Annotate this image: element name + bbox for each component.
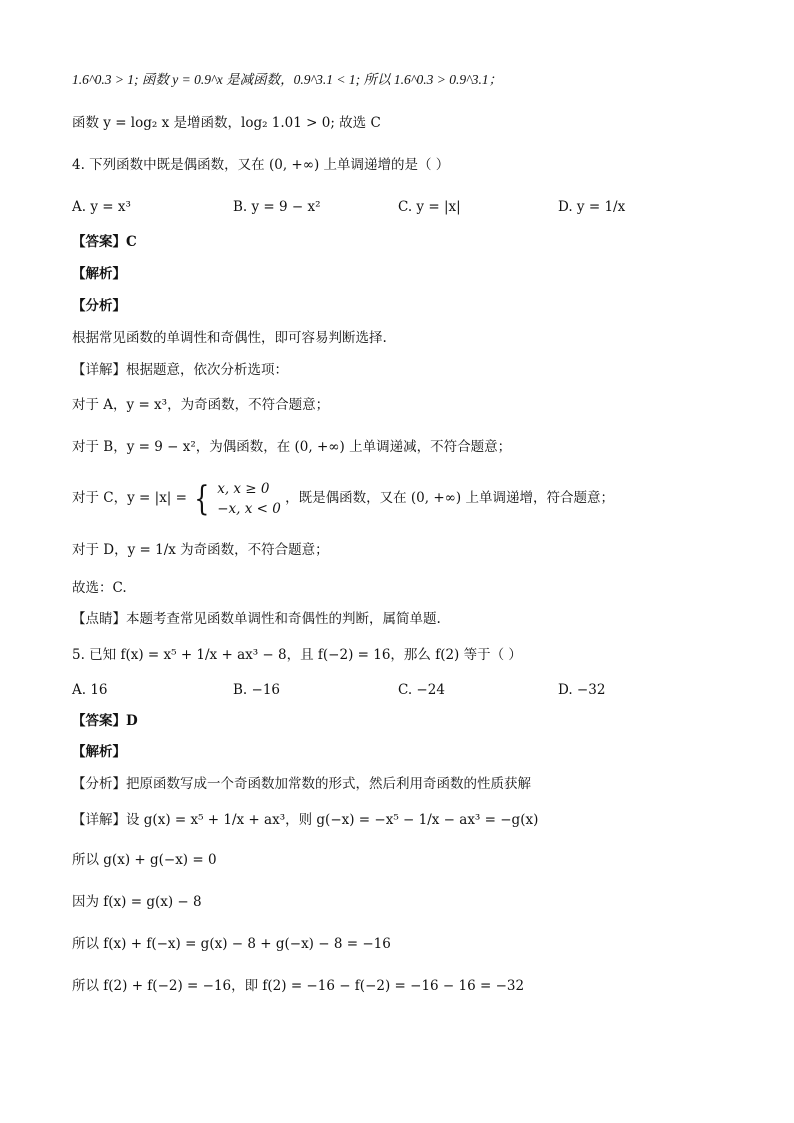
q5-answer-label: 【答案】D [72, 713, 138, 729]
q5-step-4: 所以 f(2) + f(−2) = −16，即 f(2) = −16 − f(−2) = −16 − 16 = −32 [72, 978, 525, 994]
q5-option-d: D. −32 [558, 682, 606, 698]
left-brace-icon: { [194, 478, 210, 519]
q4-detail-d: 对于 D，y = 1/x 为奇函数，不符合题意； [72, 542, 329, 558]
q5-option-b: B. −16 [233, 682, 280, 698]
q5-step-1: 所以 g(x) + g(−x) = 0 [72, 852, 217, 868]
q5-option-c: C. −24 [398, 682, 445, 698]
piecewise-cases [217, 479, 281, 519]
q4-reasoning-text: 根据常见函数的单调性和奇偶性，即可容易判断选择. [72, 330, 387, 346]
math-expression: 1.6^0.3 > 1; 函数 y = 0.9^x 是减函数，0.9^3.1 < 1; 所以 1.6^0.3 > 0.9^3.1； [72, 72, 503, 87]
question-5-stem: 5. 已知 f(x) = x⁵ + 1/x + ax³ − 8，且 f(−2) = 16，那么 f(2) 等于（ ） [72, 647, 522, 663]
q5-reasoning: 【分析】把原函数写成一个奇函数加常数的形式，然后利用奇函数的性质获解 [72, 776, 531, 792]
piecewise-case-2: −x, x < 0 [217, 500, 281, 517]
q5-step-3: 所以 f(x) + f(−x) = g(x) − 8 + g(−x) − 8 = −16 [72, 936, 391, 952]
q4-conclusion: 故选：C. [72, 580, 127, 596]
q5-option-a: A. 16 [72, 682, 108, 698]
text-line-exponent-comparison [72, 70, 502, 90]
text-line-log-comparison [72, 113, 381, 133]
q4-detail-c [72, 478, 614, 518]
q4-option-d: D. y = 1/x [558, 199, 626, 215]
q4-option-b: B. y = 9 − x² [233, 199, 321, 215]
q4-detail-intro: 【详解】根据题意，依次分析选项： [72, 362, 288, 378]
q4-detail-c-prefix: 对于 C，y = |x| = [72, 490, 187, 506]
q5-step-2: 因为 f(x) = g(x) − 8 [72, 894, 202, 910]
q4-detail-c-suffix: ，既是偶函数，又在 (0, +∞) 上单调递增，符合题意； [285, 490, 614, 506]
q4-option-c: C. y = |x| [398, 199, 461, 215]
q4-answer-label: 【答案】C [72, 234, 137, 250]
q4-option-a: A. y = x³ [72, 199, 131, 215]
q4-reasoning-label: 【分析】 [72, 298, 126, 314]
q4-detail-b: 对于 B，y = 9 − x²，为偶函数，在 (0, +∞) 上单调递减，不符合题意； [72, 439, 512, 455]
math-expression: 函数 y = log₂ x 是增函数，log₂ 1.01 > 0; 故选 C [72, 115, 381, 131]
q4-comment: 【点睛】本题考查常见函数单调性和奇偶性的判断，属简单题. [72, 611, 441, 627]
question-4-stem: 4. 下列函数中既是偶函数，又在 (0, +∞) 上单调递增的是（ ） [72, 157, 450, 173]
q4-analysis-label: 【解析】 [72, 266, 126, 282]
q5-analysis-label: 【解析】 [72, 744, 126, 760]
q4-detail-a: 对于 A，y = x³，为奇函数，不符合题意； [72, 397, 330, 413]
piecewise-case-1: x, x ≥ 0 [217, 480, 270, 497]
q5-detail-intro: 【详解】设 g(x) = x⁵ + 1/x + ax³，则 g(−x) = −x⁵ − 1/x − ax³ = −g(x) [72, 812, 539, 828]
